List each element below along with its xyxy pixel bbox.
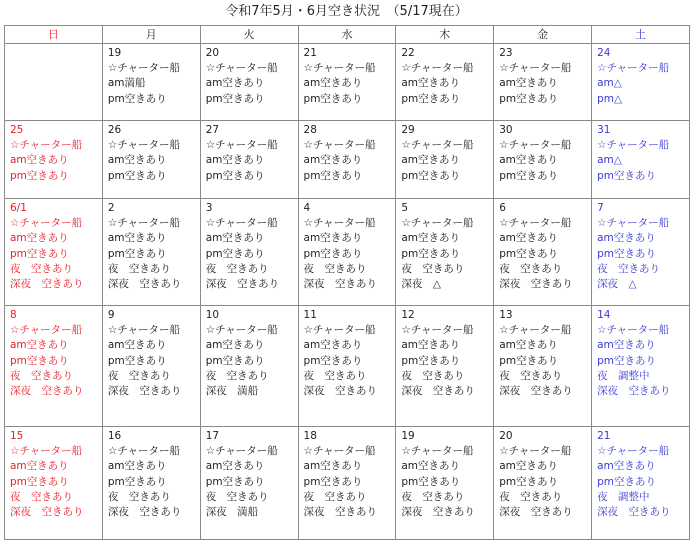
day-status-line: am空きあり	[10, 154, 69, 167]
day-date: 18	[303, 430, 317, 442]
day-status-line: am空きあり	[499, 232, 558, 245]
day-status-line: am満船	[107, 77, 146, 90]
day-status-line: ☆チャーター船	[10, 445, 83, 458]
day-status-line: 夜 空きあり	[499, 262, 563, 275]
day-cell	[102, 306, 200, 427]
day-status-line: 深夜 空きあり	[10, 385, 84, 398]
day-status-line: 深夜 △	[597, 278, 637, 291]
day-status-line: 深夜 空きあり	[107, 278, 182, 291]
day-date: 21	[303, 47, 317, 59]
day-status-line: 夜 空きあり	[499, 490, 563, 503]
day-status-line: 夜 空きあり	[205, 490, 269, 503]
day-status-line: ☆チャーター船	[401, 445, 474, 458]
day-cell	[5, 121, 103, 199]
day-status-line: 夜 空きあり	[401, 490, 465, 503]
day-date: 22	[401, 47, 415, 59]
day-date: 6	[499, 202, 506, 214]
day-status-line: ☆チャーター船	[499, 139, 572, 152]
day-status-line: ☆チャーター船	[303, 324, 376, 337]
calendar-week-row	[5, 121, 690, 199]
day-status-line: 夜 調整中	[597, 369, 650, 382]
day-status-line: pm空きあり	[10, 475, 69, 488]
day-status-line: ☆チャーター船	[303, 62, 376, 75]
day-cell	[298, 199, 396, 306]
day-cell	[592, 199, 690, 306]
day-status-line: am空きあり	[597, 460, 656, 473]
day-cell	[102, 427, 200, 540]
day-status-line: ☆チャーター船	[499, 324, 572, 337]
day-status-line: ☆チャーター船	[107, 217, 180, 230]
day-status-line: am空きあり	[107, 154, 167, 167]
day-date: 11	[303, 309, 317, 321]
day-status-line: 深夜 空きあり	[10, 278, 84, 291]
day-status-line: 夜 空きあり	[205, 369, 269, 382]
day-status-line: pm空きあり	[597, 169, 656, 182]
day-status-line: am空きあり	[107, 339, 167, 352]
day-status-line: pm空きあり	[10, 247, 69, 260]
day-status-line: 夜 空きあり	[303, 490, 367, 503]
day-status-line: am空きあり	[205, 154, 265, 167]
day-status-line: pm空きあり	[303, 475, 363, 488]
day-status-line: ☆チャーター船	[303, 139, 376, 152]
day-date: 4	[303, 202, 311, 214]
day-cell	[200, 44, 298, 121]
day-status-line: 夜 空きあり	[107, 262, 171, 275]
day-cell	[5, 199, 103, 306]
day-status-line: ☆チャーター船	[205, 217, 278, 230]
day-cell	[200, 306, 298, 427]
day-status-line: am空きあり	[10, 460, 69, 473]
day-status-line: 深夜 空きあり	[107, 506, 182, 519]
day-status-line: ☆チャーター船	[401, 139, 474, 152]
day-status-line: ☆チャーター船	[107, 324, 180, 337]
day-status-line: 深夜 空きあり	[499, 506, 573, 519]
day-date: 19	[107, 47, 122, 59]
day-status-line: 夜 調整中	[597, 490, 650, 503]
day-cell	[396, 44, 494, 121]
day-status-line: 深夜 空きあり	[107, 385, 182, 398]
empty-day-cell	[5, 44, 103, 121]
day-status-line: pm空きあり	[205, 247, 265, 260]
day-date: 25	[10, 124, 24, 136]
day-status-line: pm空きあり	[597, 247, 656, 260]
day-date: 27	[205, 124, 220, 136]
day-status-line: pm空きあり	[401, 92, 461, 105]
day-date: 3	[205, 202, 213, 214]
day-cell	[102, 199, 200, 306]
day-cell	[298, 306, 396, 427]
day-status-line: ☆チャーター船	[597, 139, 670, 152]
day-status-line: 夜 空きあり	[10, 262, 73, 275]
day-date: 31	[597, 124, 611, 136]
weekday-fri: 金	[494, 26, 592, 44]
availability-calendar	[4, 25, 690, 540]
calendar-body	[5, 44, 690, 540]
day-status-line: ☆チャーター船	[10, 217, 83, 230]
day-status-line: ☆チャーター船	[205, 62, 278, 75]
day-date: 13	[499, 309, 513, 321]
day-date: 26	[107, 124, 122, 136]
day-status-line: ☆チャーター船	[10, 139, 83, 152]
day-status-line: ☆チャーター船	[10, 324, 83, 337]
day-status-line: am空きあり	[597, 339, 656, 352]
day-status-line: pm空きあり	[303, 354, 363, 367]
day-status-line: am空きあり	[401, 339, 461, 352]
day-status-line: ☆チャーター船	[499, 445, 572, 458]
day-date: 17	[205, 430, 220, 442]
day-date: 21	[597, 430, 611, 442]
day-cell	[396, 199, 494, 306]
day-date: 5	[401, 202, 409, 214]
day-status-line: am空きあり	[205, 339, 265, 352]
day-cell	[494, 199, 592, 306]
day-status-line: 深夜 △	[401, 278, 441, 291]
day-status-line: pm空きあり	[107, 475, 167, 488]
weekday-header-row	[5, 26, 690, 44]
day-status-line: am空きあり	[303, 460, 363, 473]
day-status-line: am空きあり	[303, 154, 363, 167]
day-date: 14	[597, 309, 611, 321]
calendar-week-row	[5, 427, 690, 540]
day-date: 7	[597, 202, 604, 214]
day-status-line: 夜 空きあり	[401, 262, 465, 275]
day-status-line: 夜 空きあり	[10, 369, 73, 382]
day-date: 24	[597, 47, 611, 59]
day-status-line: ☆チャーター船	[499, 62, 572, 75]
weekday-thu: 木	[396, 26, 494, 44]
day-status-line: ☆チャーター船	[499, 217, 572, 230]
day-status-line: 深夜 空きあり	[401, 385, 475, 398]
day-status-line: am空きあり	[107, 232, 167, 245]
day-date: 9	[107, 309, 115, 321]
day-status-line: ☆チャーター船	[597, 324, 670, 337]
day-cell	[102, 44, 200, 121]
day-status-line: 深夜 空きあり	[303, 278, 378, 291]
day-status-line: 夜 空きあり	[499, 369, 563, 382]
day-status-line: 夜 空きあり	[10, 490, 73, 503]
day-cell	[396, 306, 494, 427]
day-status-line: 夜 空きあり	[401, 369, 465, 382]
day-status-line: ☆チャーター船	[205, 139, 278, 152]
day-cell	[5, 306, 103, 427]
day-status-line: am空きあり	[10, 232, 69, 245]
day-status-line: pm空きあり	[597, 354, 656, 367]
day-status-line: am△	[597, 154, 622, 167]
weekday-sun: 日	[5, 26, 103, 44]
day-cell	[200, 199, 298, 306]
day-status-line: 深夜 空きあり	[303, 506, 378, 519]
day-cell	[200, 121, 298, 199]
day-date: 2	[107, 202, 115, 214]
page-title: 令和7年5月・6月空き状況 （5/17現在）	[225, 4, 468, 19]
day-status-line: ☆チャーター船	[597, 217, 670, 230]
day-cell	[396, 427, 494, 540]
day-date: 19	[401, 430, 415, 442]
day-status-line: 深夜 空きあり	[303, 385, 378, 398]
day-status-line: am空きあり	[205, 460, 265, 473]
day-status-line: 夜 空きあり	[303, 369, 367, 382]
day-status-line: pm空きあり	[303, 92, 363, 105]
day-status-line: ☆チャーター船	[107, 445, 180, 458]
day-status-line: 深夜 空きあり	[499, 385, 573, 398]
day-status-line: pm空きあり	[107, 169, 167, 182]
day-status-line: ☆チャーター船	[107, 139, 180, 152]
day-cell	[494, 44, 592, 121]
calendar-week-row	[5, 199, 690, 306]
day-cell	[102, 121, 200, 199]
weekday-tue: 火	[200, 26, 298, 44]
day-date: 10	[205, 309, 220, 321]
day-cell	[298, 121, 396, 199]
day-date: 23	[499, 47, 513, 59]
day-status-line: pm空きあり	[597, 475, 656, 488]
day-status-line: am空きあり	[499, 339, 558, 352]
day-status-line: am空きあり	[401, 77, 461, 90]
day-status-line: 深夜 空きあり	[499, 278, 573, 291]
day-status-line: 深夜 空きあり	[401, 506, 475, 519]
day-date: 29	[401, 124, 415, 136]
day-cell	[494, 427, 592, 540]
day-status-line: ☆チャーター船	[401, 62, 474, 75]
day-status-line: ☆チャーター船	[401, 324, 474, 337]
day-status-line: am空きあり	[597, 232, 656, 245]
day-date: 16	[107, 430, 122, 442]
day-status-line: pm空きあり	[499, 354, 559, 367]
day-cell	[494, 121, 592, 199]
calendar-week-row	[5, 306, 690, 427]
day-date: 20	[205, 47, 220, 59]
day-status-line: am空きあり	[401, 460, 461, 473]
day-status-line: 夜 空きあり	[597, 262, 661, 275]
calendar-week-row	[5, 44, 690, 121]
day-status-line: am空きあり	[205, 232, 265, 245]
day-status-line: am空きあり	[401, 232, 461, 245]
day-status-line: am空きあり	[205, 77, 265, 90]
day-cell	[494, 306, 592, 427]
weekday-wed: 水	[298, 26, 396, 44]
day-cell	[200, 427, 298, 540]
day-status-line: pm空きあり	[107, 354, 167, 367]
day-status-line: 夜 空きあり	[303, 262, 367, 275]
day-status-line: pm空きあり	[205, 354, 265, 367]
day-status-line: ☆チャーター船	[597, 62, 670, 75]
day-cell	[592, 44, 690, 121]
day-date: 28	[303, 124, 317, 136]
day-cell	[5, 427, 103, 540]
day-status-line: ☆チャーター船	[303, 217, 376, 230]
day-status-line: pm空きあり	[401, 247, 461, 260]
day-status-line: ☆チャーター船	[205, 324, 278, 337]
day-status-line: am空きあり	[499, 154, 558, 167]
day-cell	[298, 427, 396, 540]
day-status-line: ☆チャーター船	[401, 217, 474, 230]
day-cell	[592, 306, 690, 427]
day-status-line: 深夜 空きあり	[10, 506, 84, 519]
day-status-line: 夜 空きあり	[107, 369, 171, 382]
day-status-line: am空きあり	[303, 77, 363, 90]
weekday-mon: 月	[102, 26, 200, 44]
day-status-line: pm空きあり	[303, 247, 363, 260]
day-status-line: am空きあり	[107, 460, 167, 473]
day-status-line: 夜 空きあり	[107, 490, 171, 503]
day-status-line: pm空きあり	[205, 169, 265, 182]
day-status-line: pm空きあり	[499, 92, 559, 105]
day-status-line: pm空きあり	[10, 169, 69, 182]
day-cell	[298, 44, 396, 121]
day-status-line: 深夜 空きあり	[205, 278, 280, 291]
day-status-line: pm空きあり	[107, 247, 167, 260]
day-status-line: am空きあり	[401, 154, 461, 167]
day-status-line: pm空きあり	[401, 475, 461, 488]
day-status-line: pm空きあり	[401, 169, 461, 182]
day-status-line: 深夜 満船	[205, 506, 259, 519]
day-status-line: pm空きあり	[499, 169, 559, 182]
day-date: 15	[10, 430, 24, 442]
day-status-line: 深夜 空きあり	[597, 385, 671, 398]
day-status-line: am空きあり	[303, 232, 363, 245]
day-status-line: 夜 空きあり	[205, 262, 269, 275]
day-status-line: pm空きあり	[401, 354, 461, 367]
day-date: 6/1	[10, 202, 27, 214]
day-status-line: ☆チャーター船	[205, 445, 278, 458]
day-status-line: pm空きあり	[499, 247, 559, 260]
day-status-line: pm空きあり	[107, 92, 167, 105]
day-status-line: 深夜 空きあり	[597, 506, 671, 519]
day-status-line: pm空きあり	[205, 92, 265, 105]
day-status-line: ☆チャーター船	[597, 445, 670, 458]
day-date: 12	[401, 309, 415, 321]
day-status-line: am空きあり	[499, 77, 558, 90]
day-status-line: pm空きあり	[205, 475, 265, 488]
day-status-line: am空きあり	[303, 339, 363, 352]
day-status-line: am空きあり	[499, 460, 558, 473]
day-cell	[396, 121, 494, 199]
day-status-line: pm空きあり	[303, 169, 363, 182]
day-status-line: pm△	[597, 92, 623, 105]
day-status-line: am空きあり	[10, 339, 69, 352]
day-cell	[592, 121, 690, 199]
day-date: 30	[499, 124, 513, 136]
day-date: 20	[499, 430, 513, 442]
day-cell	[592, 427, 690, 540]
day-status-line: am△	[597, 77, 622, 90]
day-status-line: 深夜 満船	[205, 385, 259, 398]
day-status-line: ☆チャーター船	[303, 445, 376, 458]
day-status-line: pm空きあり	[499, 475, 559, 488]
day-status-line: ☆チャーター船	[107, 62, 180, 75]
day-date: 8	[10, 309, 17, 321]
day-status-line: pm空きあり	[10, 354, 69, 367]
weekday-sat: 土	[592, 26, 690, 44]
